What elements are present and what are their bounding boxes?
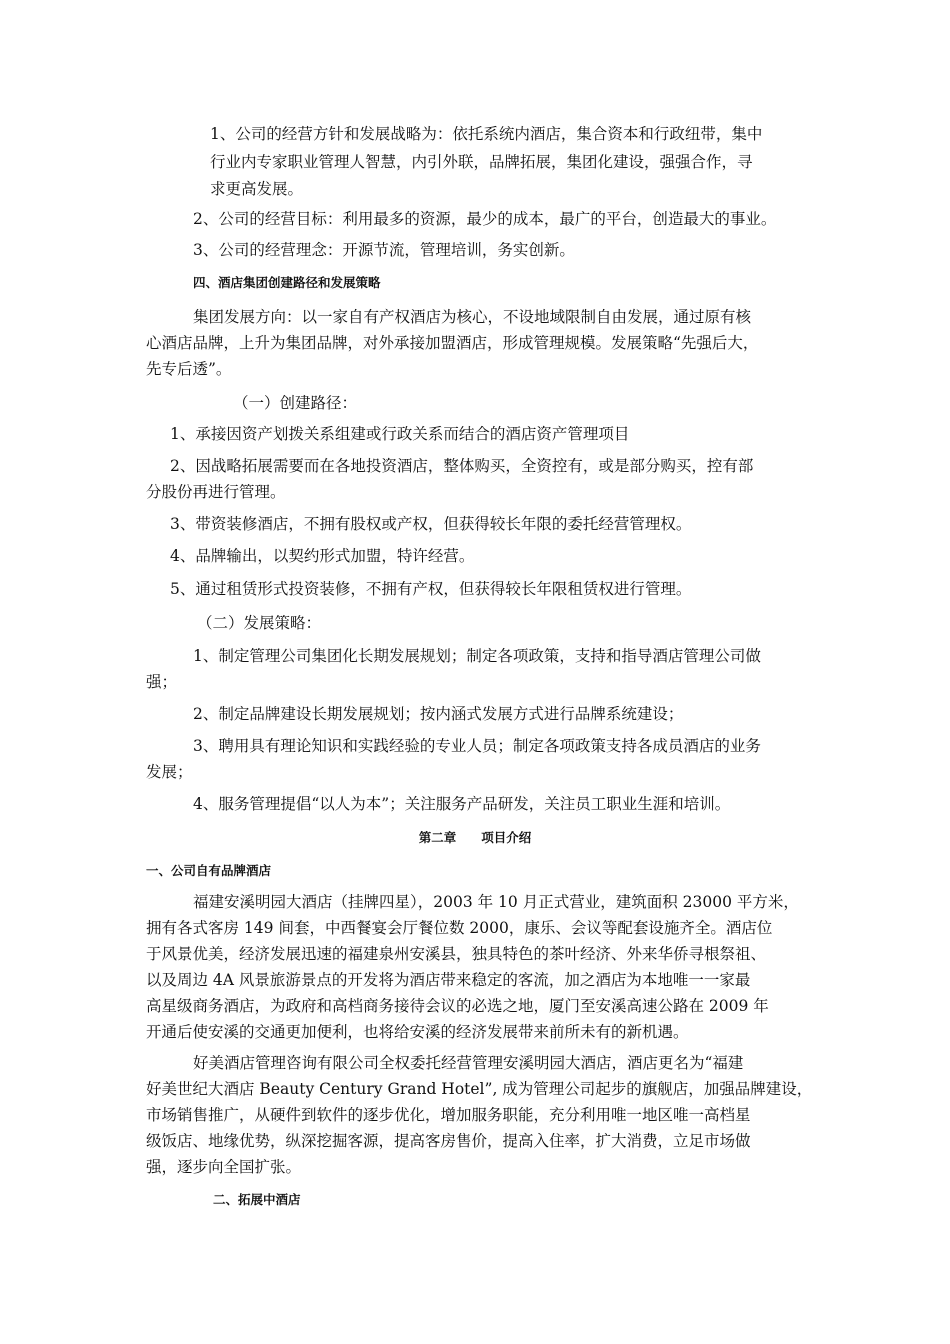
intro-item1-line2: 行业内专家职业管理人智慧，内引外联，品牌拓展，集团化建设，强强合作，寻 xyxy=(210,153,753,171)
section4-heading: 四、酒店集团创建路径和发展策略 xyxy=(193,275,381,290)
para2-line1: 好美酒店管理咨询有限公司全权委托经营管理安溪明园大酒店，酒店更名为“福建 xyxy=(193,1054,744,1072)
path-item5: 5、通过租赁形式投资装修，不拥有产权，但获得较长年限租赁权进行管理。 xyxy=(170,580,692,598)
strategy-item3-line1: 3、聘用具有理论知识和实践经验的专业人员；制定各项政策支持各成员酒店的业务 xyxy=(193,737,761,755)
strategy-item1-line1: 1、制定管理公司集团化长期发展规划；制定各项政策，支持和指导酒店管理公司做 xyxy=(193,647,761,665)
para2-line2: 好美世纪大酒店 Beauty Century Grand Hotel”, 成为管理公司起步的旗舰店，加强品牌建设， xyxy=(146,1080,813,1098)
para1-line1: 福建安溪明园大酒店（挂牌四星），2003 年 10 月正式营业，建筑面积 23000 平方米， xyxy=(193,893,799,911)
section4-intro-line3: 先专后透”。 xyxy=(146,360,232,378)
section4-intro-line1: 集团发展方向：以一家自有产权酒店为核心，不设地域限制自由发展，通过原有核 xyxy=(193,308,752,326)
para1-line6: 开通后使安溪的交通更加便利，也将给安溪的经济发展带来前所未有的新机遇。 xyxy=(146,1023,689,1041)
para1-line5: 高星级商务酒店，为政府和高档商务接待会议的必选之地，厦门至安溪高速公路在 2009 年 xyxy=(146,997,769,1015)
path-item2-line1: 2、因战略拓展需要而在各地投资酒店，整体购买，全资控有，或是部分购买，控有部 xyxy=(170,457,754,475)
path-heading: （一）创建路径： xyxy=(233,394,358,412)
section4-intro-line2: 心酒店品牌，上升为集团品牌，对外承接加盟酒店，形成管理规模。发展策略“先强后大， xyxy=(146,334,759,352)
path-item1: 1、承接因资产划拨关系组建或行政关系而结合的酒店资产管理项目 xyxy=(170,425,630,443)
strategy-item2: 2、制定品牌建设长期发展规划；按内涵式发展方式进行品牌系统建设； xyxy=(193,705,684,723)
intro-item1-line1: 1、公司的经营方针和发展战略为：依托系统内酒店，集合资本和行政纽带，集中 xyxy=(210,125,763,143)
para2-line4: 级饭店、地缘优势，纵深挖掘客源，提高客房售价，提高入住率，扩大消费，立足市场做 xyxy=(146,1132,751,1150)
chapter2-sub1-heading: 一、公司自有品牌酒店 xyxy=(146,863,272,878)
path-item3: 3、带资装修酒店，不拥有股权或产权，但获得较长年限的委托经营管理权。 xyxy=(170,515,692,533)
intro-item3: 3、公司的经营理念：开源节流，管理培训，务实创新。 xyxy=(193,241,575,259)
para1-line4: 以及周边 4A 风景旅游景点的开发将为酒店带来稳定的客流，加之酒店为本地唯一一家最 xyxy=(146,971,751,989)
intro-item2: 2、公司的经营目标：利用最多的资源，最少的成本，最广的平台，创造最大的事业。 xyxy=(193,210,777,228)
para2-line5: 强，逐步向全国扩张。 xyxy=(146,1158,302,1176)
strategy-item1-line2: 强； xyxy=(146,673,178,691)
strategy-item4: 4、服务管理提倡“以人为本”；关注服务产品研发，关注员工职业生涯和培训。 xyxy=(193,795,731,813)
strategy-heading: （二）发展策略： xyxy=(197,614,322,632)
chapter2-title: 第二章 项目介绍 xyxy=(418,830,532,845)
intro-item1-line3: 求更高发展。 xyxy=(210,180,304,198)
strategy-item3-line2: 发展； xyxy=(146,763,193,781)
path-item2-line2: 分股份再进行管理。 xyxy=(146,483,286,501)
para1-line2: 拥有各式客房 149 间套，中西餐宴会厅餐位数 2000，康乐、会议等配套设施齐全。酒店位 xyxy=(146,919,773,937)
chapter2-sub2-heading: 二、拓展中酒店 xyxy=(213,1192,301,1207)
para2-line3: 市场销售推广，从硬件到软件的逐步优化，增加服务职能，充分利用唯一地区唯一高档星 xyxy=(146,1106,751,1124)
para1-line3: 于风景优美，经济发展迅速的福建泉州安溪县，独具特色的茶叶经济、外来华侨寻根祭祖、 xyxy=(146,945,767,963)
path-item4: 4、品牌输出，以契约形式加盟，特许经营。 xyxy=(170,547,475,565)
